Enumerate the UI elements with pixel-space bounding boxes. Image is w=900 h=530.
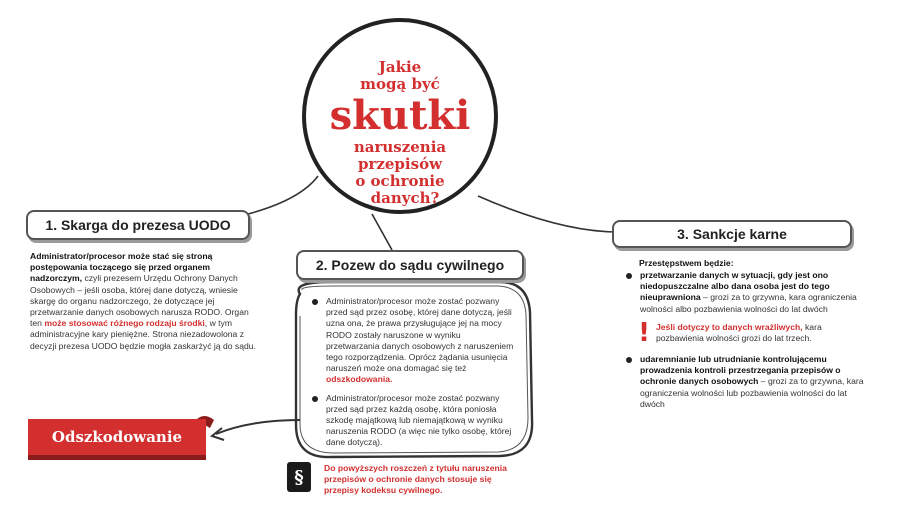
exclamation-icon: ! [638,318,650,348]
section-2-list [312,296,516,456]
section-3-intro [639,258,879,269]
section-2-bullet-2 [312,393,516,449]
section-2-header: 2. Pozew do sądu cywilnego [296,250,524,280]
section-3-bullet-2-text: – grozi za to grzywna, kara ograniczenia wolności lub pozbawienia wolności do lat dwóch [640,376,864,409]
section-3-bullet-1-item [626,270,874,315]
title-line-2: mogą być [360,75,440,93]
section-2-bullet-1-red: odszkodowania. [326,374,393,385]
section-1-red: może stosować różnego rodzaju środki [44,318,205,329]
section-2-bullet-1-text: Administrator/procesor może zostać pozwany przed sąd przez osobę, której dane dotyczą, jeśli uzna ona, że prawa przysługujące jej na mocy RODO zostały naruszone w wyniku przetwarzania danych osobowych z naruszeniem tego rozporządzenia. Oprócz żądania usunięcia naruszeń może ona domagać się też [326,296,514,374]
section-3-warning-red: Jeśli dotyczy to danych wrażliwych, [656,322,803,332]
section-3-bullet-1-text: – grozi za to grzywna, kara ograniczenia wolności albo pozbawienia wolności do lat dwóch [640,292,857,314]
section-3-header: 3. Sankcje karne [612,220,852,248]
section-3-warning [656,322,868,344]
section-1-text-2: , w tym administracyjne kary pieniężne. Strona niezadowolona z decyzji prezesa UODO będzie mogła zaskarżyć ją do sądu. [30,318,256,351]
odszkodowanie-badge: Odszkodowanie [28,419,206,455]
title-big: skutki [329,92,471,139]
section-3-warning-text: kara pozbawienia wolności grozi do lat trzech. [656,322,822,344]
paragraph-icon: § [287,462,311,492]
section-3-intro-text: Przestępstwem będzie: [639,258,734,268]
section-3-bullet-2-bold: udaremnianie lub utrudnianie kontrolującemu prowadzenia kontroli przestrzegania przepisów o ochronie danych osobowych [640,354,841,387]
section-3-bullet-1-bold: przetwarzanie danych w sytuacji, gdy jest ono niedopuszczalne albo dana osoba jest do tego nieuprawniona [640,270,830,303]
title-line-4: przepisów [357,155,442,173]
title-line-3: naruszenia [353,138,447,156]
section-1-text [30,251,258,352]
section-2-bullet-1 [312,296,516,386]
section-2-bullet-2-text: Administrator/procesor może zostać pozwany przed sąd przez każdą osobę, która poniosła szkodę majątkową lub niemajątkową w wyniku naruszenia RODO (a więc nie tylko osobę, której dane dotyczą). [326,392,512,448]
section-3-bullet-2-item [626,354,874,410]
section-3-bullet-2 [626,354,874,417]
section-1-bold: Administrator/procesor może stać się stroną postępowania toczącego się przed organem nadzorczym, [30,251,213,284]
title-line-5: o ochronie [355,172,445,190]
section-1-header: 1. Skarga do prezesa UODO [26,210,250,240]
section-2-note: Do powyższych roszczeń z tytułu naruszenia przepisów o ochronie danych stosuje się przepisy kodeksu cywilnego. [324,463,507,496]
title-line-1: Jakie [378,58,422,76]
title-line-6: danych? [370,189,440,207]
section-1-text-1: czyli prezesem Urzędu Ochrony Danych Osobowych – jeśli osoba, której dane dotyczą, wniesie skargę do organu nadzorczego, że dotyczące jej przetwarzanie danych osobowych narusza RODO. Organ ten [30,273,249,329]
title-circle [302,18,498,214]
section-3-bullet-1 [626,270,874,322]
